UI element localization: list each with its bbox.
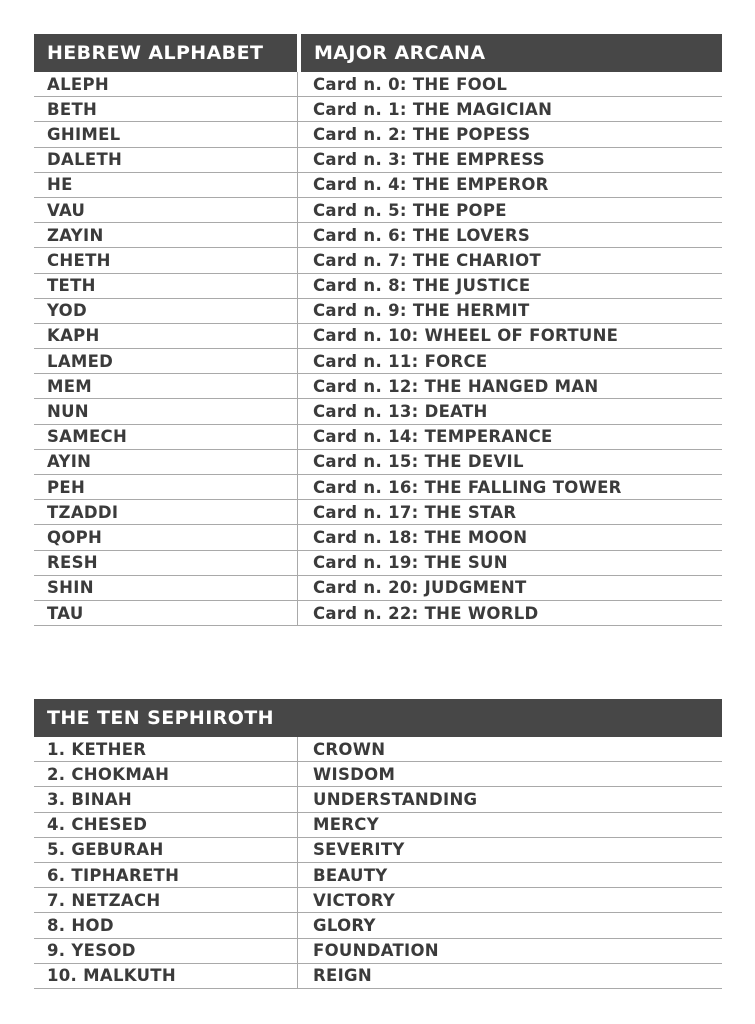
arcana-card-cell: Card n. 7: THE CHARIOT xyxy=(313,250,542,270)
table-row xyxy=(34,122,722,147)
hebrew-letter-cell: YOD xyxy=(34,299,298,323)
sephira-name-cell: 7. NETZACH xyxy=(34,888,298,912)
hebrew-letter-cell: GHIMEL xyxy=(34,122,298,146)
hebrew-letter-cell: TAU xyxy=(34,601,298,625)
table-row xyxy=(34,475,722,500)
header-ten-sephiroth: THE TEN SEPHIROTH xyxy=(34,699,722,737)
table-row xyxy=(34,399,722,424)
arcana-card-cell: Card n. 4: THE EMPEROR xyxy=(313,175,549,195)
table-row xyxy=(34,762,722,787)
hebrew-letter-cell: LAMED xyxy=(34,349,298,373)
hebrew-alphabet-table xyxy=(34,34,722,626)
table-row xyxy=(34,425,722,450)
table-row xyxy=(34,324,722,349)
hebrew-letter-cell: NUN xyxy=(34,399,298,423)
table-row xyxy=(34,737,722,762)
table-row xyxy=(34,551,722,576)
sephira-meaning-cell: FOUNDATION xyxy=(313,941,439,961)
table-row xyxy=(34,500,722,525)
arcana-card-cell: Card n. 12: THE HANGED MAN xyxy=(313,376,599,396)
hebrew-letter-cell: BETH xyxy=(34,97,298,121)
arcana-card-cell: Card n. 19: THE SUN xyxy=(313,553,508,573)
table-row xyxy=(34,450,722,475)
table-row xyxy=(34,525,722,550)
hebrew-letter-cell: HE xyxy=(34,173,298,197)
arcana-card-cell: Card n. 10: WHEEL OF FORTUNE xyxy=(313,326,619,346)
header-hebrew-alphabet: HEBREW ALPHABET xyxy=(34,34,297,72)
sephira-name-cell: 6. TIPHARETH xyxy=(34,863,298,887)
table-row xyxy=(34,939,722,964)
table-header xyxy=(34,699,722,737)
arcana-card-cell: Card n. 22: THE WORLD xyxy=(313,603,539,623)
table-row xyxy=(34,374,722,399)
hebrew-letter-cell: QOPH xyxy=(34,525,298,549)
table-row xyxy=(34,787,722,812)
sephira-name-cell: 10. MALKUTH xyxy=(34,964,298,988)
arcana-card-cell: Card n. 2: THE POPESS xyxy=(313,124,531,144)
arcana-card-cell: Card n. 20: JUDGMENT xyxy=(313,578,527,598)
arcana-card-cell: Card n. 15: THE DEVIL xyxy=(313,452,524,472)
table-row xyxy=(34,863,722,888)
arcana-card-cell: Card n. 16: THE FALLING TOWER xyxy=(313,477,622,497)
arcana-card-cell: Card n. 0: THE FOOL xyxy=(313,74,508,94)
arcana-card-cell: Card n. 13: DEATH xyxy=(313,402,488,422)
sephira-name-cell: 5. GEBURAH xyxy=(34,838,298,862)
table-body xyxy=(34,72,722,626)
sephira-meaning-cell: GLORY xyxy=(313,915,376,935)
arcana-card-cell: Card n. 11: FORCE xyxy=(313,351,488,371)
hebrew-letter-cell: SHIN xyxy=(34,576,298,600)
table-row xyxy=(34,601,722,626)
sephira-meaning-cell: BEAUTY xyxy=(313,865,388,885)
hebrew-letter-cell: KAPH xyxy=(34,324,298,348)
arcana-card-cell: Card n. 5: THE POPE xyxy=(313,200,507,220)
table-row xyxy=(34,964,722,989)
arcana-card-cell: Card n. 1: THE MAGICIAN xyxy=(313,99,553,119)
hebrew-letter-cell: AYIN xyxy=(34,450,298,474)
table-row xyxy=(34,349,722,374)
table-row xyxy=(34,173,722,198)
table-row xyxy=(34,913,722,938)
sephira-meaning-cell: MERCY xyxy=(313,815,379,835)
sephira-name-cell: 8. HOD xyxy=(34,913,298,937)
sephira-meaning-cell: WISDOM xyxy=(313,764,396,784)
table-row xyxy=(34,198,722,223)
sephira-name-cell: 3. BINAH xyxy=(34,787,298,811)
sephira-meaning-cell: REIGN xyxy=(313,966,372,986)
sephiroth-table xyxy=(34,699,722,989)
table-body xyxy=(34,737,722,989)
hebrew-letter-cell: DALETH xyxy=(34,148,298,172)
table-row xyxy=(34,813,722,838)
arcana-card-cell: Card n. 3: THE EMPRESS xyxy=(313,150,545,170)
arcana-card-cell: Card n. 17: THE STAR xyxy=(313,502,517,522)
hebrew-letter-cell: RESH xyxy=(34,551,298,575)
arcana-card-cell: Card n. 6: THE LOVERS xyxy=(313,225,531,245)
hebrew-letter-cell: CHETH xyxy=(34,248,298,272)
sephira-name-cell: 1. KETHER xyxy=(34,737,298,761)
hebrew-letter-cell: SAMECH xyxy=(34,425,298,449)
table-row xyxy=(34,576,722,601)
arcana-card-cell: Card n. 8: THE JUSTICE xyxy=(313,276,531,296)
table-row xyxy=(34,299,722,324)
table-row xyxy=(34,97,722,122)
table-row xyxy=(34,888,722,913)
table-row xyxy=(34,274,722,299)
table-row xyxy=(34,248,722,273)
hebrew-letter-cell: ALEPH xyxy=(34,72,298,96)
sephira-meaning-cell: CROWN xyxy=(313,739,386,759)
sephira-meaning-cell: SEVERITY xyxy=(313,840,405,860)
sephira-meaning-cell: UNDERSTANDING xyxy=(313,789,478,809)
table-row xyxy=(34,838,722,863)
arcana-card-cell: Card n. 14: TEMPERANCE xyxy=(313,427,553,447)
table-row xyxy=(34,148,722,173)
hebrew-letter-cell: ZAYIN xyxy=(34,223,298,247)
table-row xyxy=(34,223,722,248)
sephira-name-cell: 4. CHESED xyxy=(34,813,298,837)
hebrew-letter-cell: PEH xyxy=(34,475,298,499)
sephira-name-cell: 9. YESOD xyxy=(34,939,298,963)
arcana-card-cell: Card n. 18: THE MOON xyxy=(313,527,528,547)
arcana-card-cell: Card n. 9: THE HERMIT xyxy=(313,301,530,321)
hebrew-letter-cell: VAU xyxy=(34,198,298,222)
sephira-meaning-cell: VICTORY xyxy=(313,890,396,910)
hebrew-letter-cell: MEM xyxy=(34,374,298,398)
hebrew-letter-cell: TZADDI xyxy=(34,500,298,524)
table-row xyxy=(34,72,722,97)
table-header xyxy=(34,34,722,72)
header-major-arcana: MAJOR ARCANA xyxy=(301,34,722,72)
sephira-name-cell: 2. CHOKMAH xyxy=(34,762,298,786)
hebrew-letter-cell: TETH xyxy=(34,274,298,298)
